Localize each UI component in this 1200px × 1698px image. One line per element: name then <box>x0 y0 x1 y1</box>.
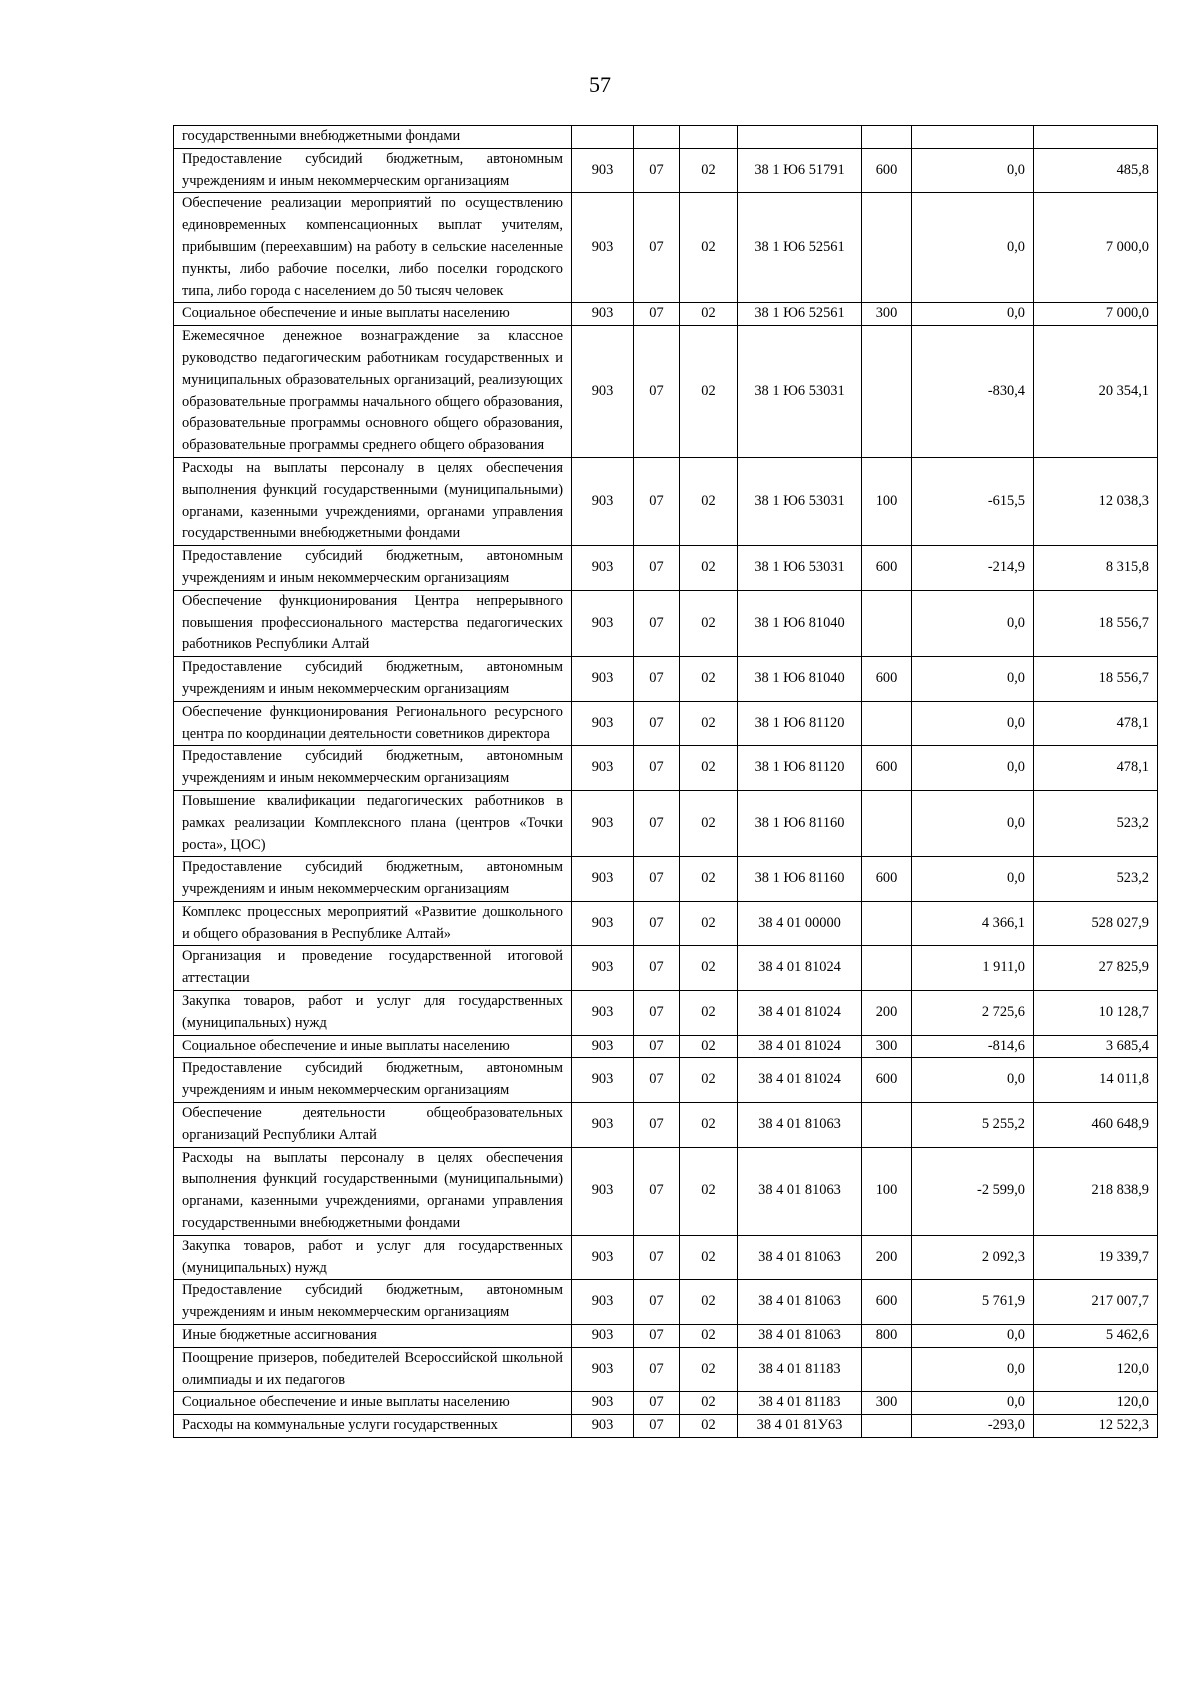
change-amount-cell: -615,5 <box>912 457 1034 545</box>
ved-code-cell: 903 <box>572 1235 634 1280</box>
change-amount-cell: 0,0 <box>912 657 1034 702</box>
ved-code-cell: 903 <box>572 1035 634 1058</box>
row-name-cell: Расходы на выплаты персоналу в целях обеспечения выполнения функций государственными (муниципальными) органами, казенными учреждениями, органами управления государственными внебюджетными фондами <box>174 457 572 545</box>
total-amount-cell: 18 556,7 <box>1034 590 1158 656</box>
table-row <box>174 546 1158 591</box>
change-amount-cell: 0,0 <box>912 1392 1034 1415</box>
expense-type-cell: 300 <box>862 303 912 326</box>
expense-type-cell <box>862 590 912 656</box>
target-article-cell: 38 1 Ю6 53031 <box>738 457 862 545</box>
table-row <box>174 701 1158 746</box>
table-row <box>174 1058 1158 1103</box>
row-name-cell: Обеспечение функционирования Центра непрерывного повышения профессионального мастерства педагогических работников Республики Алтай <box>174 590 572 656</box>
subsection-code-cell: 02 <box>680 1280 738 1325</box>
table-row <box>174 148 1158 193</box>
ved-code-cell: 903 <box>572 901 634 946</box>
target-article-cell: 38 4 01 81063 <box>738 1325 862 1348</box>
budget-table <box>173 125 1158 1438</box>
subsection-code-cell: 02 <box>680 1058 738 1103</box>
ved-code-cell: 903 <box>572 946 634 991</box>
total-amount-cell: 523,2 <box>1034 790 1158 856</box>
subsection-code-cell: 02 <box>680 148 738 193</box>
target-article-cell: 38 4 01 81183 <box>738 1347 862 1392</box>
section-code-cell: 07 <box>634 1325 680 1348</box>
section-code-cell: 07 <box>634 991 680 1036</box>
subsection-code-cell: 02 <box>680 901 738 946</box>
target-article-cell: 38 1 Ю6 53031 <box>738 546 862 591</box>
table-row <box>174 303 1158 326</box>
total-amount-cell: 523,2 <box>1034 857 1158 902</box>
table-row <box>174 193 1158 303</box>
total-amount-cell: 12 038,3 <box>1034 457 1158 545</box>
section-code-cell <box>634 126 680 149</box>
expense-type-cell <box>862 790 912 856</box>
change-amount-cell: 2 092,3 <box>912 1235 1034 1280</box>
total-amount-cell: 7 000,0 <box>1034 303 1158 326</box>
table-row <box>174 746 1158 791</box>
change-amount-cell: 0,0 <box>912 790 1034 856</box>
ved-code-cell: 903 <box>572 1103 634 1148</box>
subsection-code-cell: 02 <box>680 991 738 1036</box>
target-article-cell: 38 1 Ю6 81160 <box>738 857 862 902</box>
row-name-cell: Предоставление субсидий бюджетным, автономным учреждениям и иным некоммерческим организациям <box>174 546 572 591</box>
change-amount-cell: 5 255,2 <box>912 1103 1034 1148</box>
section-code-cell: 07 <box>634 1415 680 1438</box>
row-name-cell: Поощрение призеров, победителей Всероссийской школьной олимпиады и их педагогов <box>174 1347 572 1392</box>
subsection-code-cell: 02 <box>680 457 738 545</box>
target-article-cell: 38 4 01 81063 <box>738 1280 862 1325</box>
change-amount-cell: -2 599,0 <box>912 1147 1034 1235</box>
table-row <box>174 590 1158 656</box>
section-code-cell: 07 <box>634 457 680 545</box>
target-article-cell: 38 4 01 81024 <box>738 991 862 1036</box>
subsection-code-cell: 02 <box>680 1347 738 1392</box>
row-name-cell: Предоставление субсидий бюджетным, автономным учреждениям и иным некоммерческим организациям <box>174 1280 572 1325</box>
ved-code-cell: 903 <box>572 193 634 303</box>
table-row <box>174 1235 1158 1280</box>
total-amount-cell: 478,1 <box>1034 701 1158 746</box>
ved-code-cell: 903 <box>572 1415 634 1438</box>
section-code-cell: 07 <box>634 326 680 458</box>
change-amount-cell: 0,0 <box>912 148 1034 193</box>
change-amount-cell: 5 761,9 <box>912 1280 1034 1325</box>
ved-code-cell: 903 <box>572 1280 634 1325</box>
ved-code-cell: 903 <box>572 1392 634 1415</box>
change-amount-cell: 2 725,6 <box>912 991 1034 1036</box>
total-amount-cell: 20 354,1 <box>1034 326 1158 458</box>
row-name-cell: Повышение квалификации педагогических работников в рамках реализации Комплексного плана (центров «Точки роста», ЦОС) <box>174 790 572 856</box>
target-article-cell: 38 1 Ю6 53031 <box>738 326 862 458</box>
row-name-cell: Предоставление субсидий бюджетным, автономным учреждениям и иным некоммерческим организациям <box>174 857 572 902</box>
ved-code-cell: 903 <box>572 857 634 902</box>
row-name-cell: Расходы на коммунальные услуги государственных <box>174 1415 572 1438</box>
total-amount-cell: 3 685,4 <box>1034 1035 1158 1058</box>
expense-type-cell: 100 <box>862 1147 912 1235</box>
total-amount-cell: 14 011,8 <box>1034 1058 1158 1103</box>
subsection-code-cell: 02 <box>680 1392 738 1415</box>
expense-type-cell <box>862 701 912 746</box>
target-article-cell: 38 1 Ю6 52561 <box>738 303 862 326</box>
subsection-code-cell: 02 <box>680 701 738 746</box>
target-article-cell: 38 1 Ю6 81120 <box>738 746 862 791</box>
table-row <box>174 457 1158 545</box>
row-name-cell: Расходы на выплаты персоналу в целях обеспечения выполнения функций государственными (муниципальными) органами, казенными учреждениями, органами управления государственными внебюджетными фондами <box>174 1147 572 1235</box>
target-article-cell: 38 1 Ю6 51791 <box>738 148 862 193</box>
table-row <box>174 1147 1158 1235</box>
total-amount-cell: 120,0 <box>1034 1392 1158 1415</box>
subsection-code-cell: 02 <box>680 857 738 902</box>
expense-type-cell: 600 <box>862 148 912 193</box>
expense-type-cell <box>862 193 912 303</box>
change-amount-cell: -814,6 <box>912 1035 1034 1058</box>
ved-code-cell: 903 <box>572 1347 634 1392</box>
row-name-cell: Организация и проведение государственной итоговой аттестации <box>174 946 572 991</box>
target-article-cell: 38 4 01 81024 <box>738 1058 862 1103</box>
change-amount-cell: -830,4 <box>912 326 1034 458</box>
expense-type-cell: 200 <box>862 991 912 1036</box>
change-amount-cell: 0,0 <box>912 1058 1034 1103</box>
row-name-cell: Социальное обеспечение и иные выплаты населению <box>174 1035 572 1058</box>
section-code-cell: 07 <box>634 590 680 656</box>
row-name-cell: Обеспечение деятельности общеобразовательных организаций Республики Алтай <box>174 1103 572 1148</box>
table-row <box>174 1415 1158 1438</box>
row-name-cell: Обеспечение реализации мероприятий по осуществлению единовременных компенсационных выплат учителям, прибывшим (переехавшим) на работу в сельские населенные пункты, либо рабочие поселки, либо поселки городского типа, либо города с населением до 50 тысяч человек <box>174 193 572 303</box>
change-amount-cell <box>912 126 1034 149</box>
section-code-cell: 07 <box>634 1280 680 1325</box>
ved-code-cell: 903 <box>572 590 634 656</box>
target-article-cell: 38 4 01 81063 <box>738 1235 862 1280</box>
change-amount-cell: 0,0 <box>912 590 1034 656</box>
total-amount-cell: 8 315,8 <box>1034 546 1158 591</box>
section-code-cell: 07 <box>634 701 680 746</box>
expense-type-cell: 600 <box>862 1280 912 1325</box>
total-amount-cell: 485,8 <box>1034 148 1158 193</box>
table-row <box>174 1347 1158 1392</box>
row-name-cell: Обеспечение функционирования Регионального ресурсного центра по координации деятельности советников директора <box>174 701 572 746</box>
total-amount-cell: 12 522,3 <box>1034 1415 1158 1438</box>
section-code-cell: 07 <box>634 303 680 326</box>
expense-type-cell: 200 <box>862 1235 912 1280</box>
ved-code-cell: 903 <box>572 991 634 1036</box>
section-code-cell: 07 <box>634 901 680 946</box>
row-name-cell: Предоставление субсидий бюджетным, автономным учреждениям и иным некоммерческим организациям <box>174 657 572 702</box>
change-amount-cell: 0,0 <box>912 857 1034 902</box>
target-article-cell: 38 1 Ю6 81160 <box>738 790 862 856</box>
row-name-cell: Социальное обеспечение и иные выплаты населению <box>174 1392 572 1415</box>
subsection-code-cell <box>680 126 738 149</box>
ved-code-cell: 903 <box>572 1147 634 1235</box>
change-amount-cell: -214,9 <box>912 546 1034 591</box>
ved-code-cell: 903 <box>572 148 634 193</box>
target-article-cell: 38 4 01 81024 <box>738 1035 862 1058</box>
section-code-cell: 07 <box>634 857 680 902</box>
target-article-cell: 38 4 01 81063 <box>738 1103 862 1148</box>
total-amount-cell: 5 462,6 <box>1034 1325 1158 1348</box>
target-article-cell: 38 4 01 00000 <box>738 901 862 946</box>
table-row <box>174 1035 1158 1058</box>
expense-type-cell: 600 <box>862 746 912 791</box>
row-name-cell: Предоставление субсидий бюджетным, автономным учреждениям и иным некоммерческим организациям <box>174 746 572 791</box>
section-code-cell: 07 <box>634 657 680 702</box>
subsection-code-cell: 02 <box>680 1235 738 1280</box>
section-code-cell: 07 <box>634 546 680 591</box>
total-amount-cell: 10 128,7 <box>1034 991 1158 1036</box>
change-amount-cell: 0,0 <box>912 303 1034 326</box>
table-row <box>174 1325 1158 1348</box>
total-amount-cell: 19 339,7 <box>1034 1235 1158 1280</box>
expense-type-cell <box>862 126 912 149</box>
expense-type-cell: 800 <box>862 1325 912 1348</box>
row-name-cell: Иные бюджетные ассигнования <box>174 1325 572 1348</box>
section-code-cell: 07 <box>634 148 680 193</box>
total-amount-cell: 217 007,7 <box>1034 1280 1158 1325</box>
section-code-cell: 07 <box>634 1058 680 1103</box>
expense-type-cell <box>862 901 912 946</box>
row-name-cell: Ежемесячное денежное вознаграждение за классное руководство педагогическим работникам государственных и муниципальных образовательных организаций, реализующих образовательные программы начального общего образования, образовательные программы основного общего образования, образовательные программы среднего общего образования <box>174 326 572 458</box>
expense-type-cell <box>862 1347 912 1392</box>
section-code-cell: 07 <box>634 790 680 856</box>
ved-code-cell: 903 <box>572 303 634 326</box>
change-amount-cell: 0,0 <box>912 701 1034 746</box>
row-name-cell: Закупка товаров, работ и услуг для государственных (муниципальных) нужд <box>174 1235 572 1280</box>
ved-code-cell: 903 <box>572 746 634 791</box>
subsection-code-cell: 02 <box>680 1147 738 1235</box>
section-code-cell: 07 <box>634 1347 680 1392</box>
ved-code-cell: 903 <box>572 790 634 856</box>
section-code-cell: 07 <box>634 1392 680 1415</box>
expense-type-cell <box>862 1103 912 1148</box>
subsection-code-cell: 02 <box>680 657 738 702</box>
table-row <box>174 901 1158 946</box>
table-row <box>174 946 1158 991</box>
ved-code-cell: 903 <box>572 701 634 746</box>
subsection-code-cell: 02 <box>680 790 738 856</box>
expense-type-cell <box>862 1415 912 1438</box>
target-article-cell: 38 1 Ю6 52561 <box>738 193 862 303</box>
subsection-code-cell: 02 <box>680 303 738 326</box>
ved-code-cell: 903 <box>572 657 634 702</box>
change-amount-cell: 0,0 <box>912 1347 1034 1392</box>
expense-type-cell: 100 <box>862 457 912 545</box>
target-article-cell: 38 1 Ю6 81120 <box>738 701 862 746</box>
target-article-cell: 38 4 01 81У63 <box>738 1415 862 1438</box>
row-name-cell: Предоставление субсидий бюджетным, автономным учреждениям и иным некоммерческим организациям <box>174 148 572 193</box>
subsection-code-cell: 02 <box>680 193 738 303</box>
change-amount-cell: 0,0 <box>912 1325 1034 1348</box>
section-code-cell: 07 <box>634 1035 680 1058</box>
table-row <box>174 857 1158 902</box>
total-amount-cell: 18 556,7 <box>1034 657 1158 702</box>
change-amount-cell: -293,0 <box>912 1415 1034 1438</box>
table-row <box>174 657 1158 702</box>
target-article-cell: 38 1 Ю6 81040 <box>738 657 862 702</box>
target-article-cell: 38 4 01 81024 <box>738 946 862 991</box>
ved-code-cell: 903 <box>572 1325 634 1348</box>
target-article-cell <box>738 126 862 149</box>
table-row <box>174 1280 1158 1325</box>
row-name-cell: Предоставление субсидий бюджетным, автономным учреждениям и иным некоммерческим организациям <box>174 1058 572 1103</box>
subsection-code-cell: 02 <box>680 590 738 656</box>
row-name-cell: государственными внебюджетными фондами <box>174 126 572 149</box>
subsection-code-cell: 02 <box>680 326 738 458</box>
change-amount-cell: 0,0 <box>912 746 1034 791</box>
ved-code-cell: 903 <box>572 326 634 458</box>
expense-type-cell: 300 <box>862 1035 912 1058</box>
total-amount-cell: 27 825,9 <box>1034 946 1158 991</box>
table-row <box>174 790 1158 856</box>
subsection-code-cell: 02 <box>680 546 738 591</box>
section-code-cell: 07 <box>634 193 680 303</box>
table-row <box>174 991 1158 1036</box>
subsection-code-cell: 02 <box>680 946 738 991</box>
subsection-code-cell: 02 <box>680 1103 738 1148</box>
expense-type-cell: 600 <box>862 857 912 902</box>
row-name-cell: Социальное обеспечение и иные выплаты населению <box>174 303 572 326</box>
ved-code-cell: 903 <box>572 546 634 591</box>
section-code-cell: 07 <box>634 1147 680 1235</box>
section-code-cell: 07 <box>634 1103 680 1148</box>
table-row <box>174 1103 1158 1148</box>
target-article-cell: 38 4 01 81063 <box>738 1147 862 1235</box>
ved-code-cell <box>572 126 634 149</box>
target-article-cell: 38 1 Ю6 81040 <box>738 590 862 656</box>
total-amount-cell <box>1034 126 1158 149</box>
row-name-cell: Закупка товаров, работ и услуг для государственных (муниципальных) нужд <box>174 991 572 1036</box>
section-code-cell: 07 <box>634 746 680 791</box>
total-amount-cell: 528 027,9 <box>1034 901 1158 946</box>
change-amount-cell: 4 366,1 <box>912 901 1034 946</box>
ved-code-cell: 903 <box>572 1058 634 1103</box>
change-amount-cell: 1 911,0 <box>912 946 1034 991</box>
expense-type-cell: 600 <box>862 546 912 591</box>
subsection-code-cell: 02 <box>680 746 738 791</box>
total-amount-cell: 120,0 <box>1034 1347 1158 1392</box>
total-amount-cell: 7 000,0 <box>1034 193 1158 303</box>
expense-type-cell <box>862 326 912 458</box>
subsection-code-cell: 02 <box>680 1325 738 1348</box>
section-code-cell: 07 <box>634 1235 680 1280</box>
table-row <box>174 326 1158 458</box>
expense-type-cell: 600 <box>862 657 912 702</box>
expense-type-cell: 300 <box>862 1392 912 1415</box>
change-amount-cell: 0,0 <box>912 193 1034 303</box>
expense-type-cell: 600 <box>862 1058 912 1103</box>
total-amount-cell: 478,1 <box>1034 746 1158 791</box>
table-row <box>174 1392 1158 1415</box>
subsection-code-cell: 02 <box>680 1415 738 1438</box>
row-name-cell: Комплекс процессных мероприятий «Развитие дошкольного и общего образования в Республике Алтай» <box>174 901 572 946</box>
section-code-cell: 07 <box>634 946 680 991</box>
table-row <box>174 126 1158 149</box>
target-article-cell: 38 4 01 81183 <box>738 1392 862 1415</box>
total-amount-cell: 460 648,9 <box>1034 1103 1158 1148</box>
total-amount-cell: 218 838,9 <box>1034 1147 1158 1235</box>
subsection-code-cell: 02 <box>680 1035 738 1058</box>
page-number: 57 <box>589 72 611 97</box>
ved-code-cell: 903 <box>572 457 634 545</box>
expense-type-cell <box>862 946 912 991</box>
